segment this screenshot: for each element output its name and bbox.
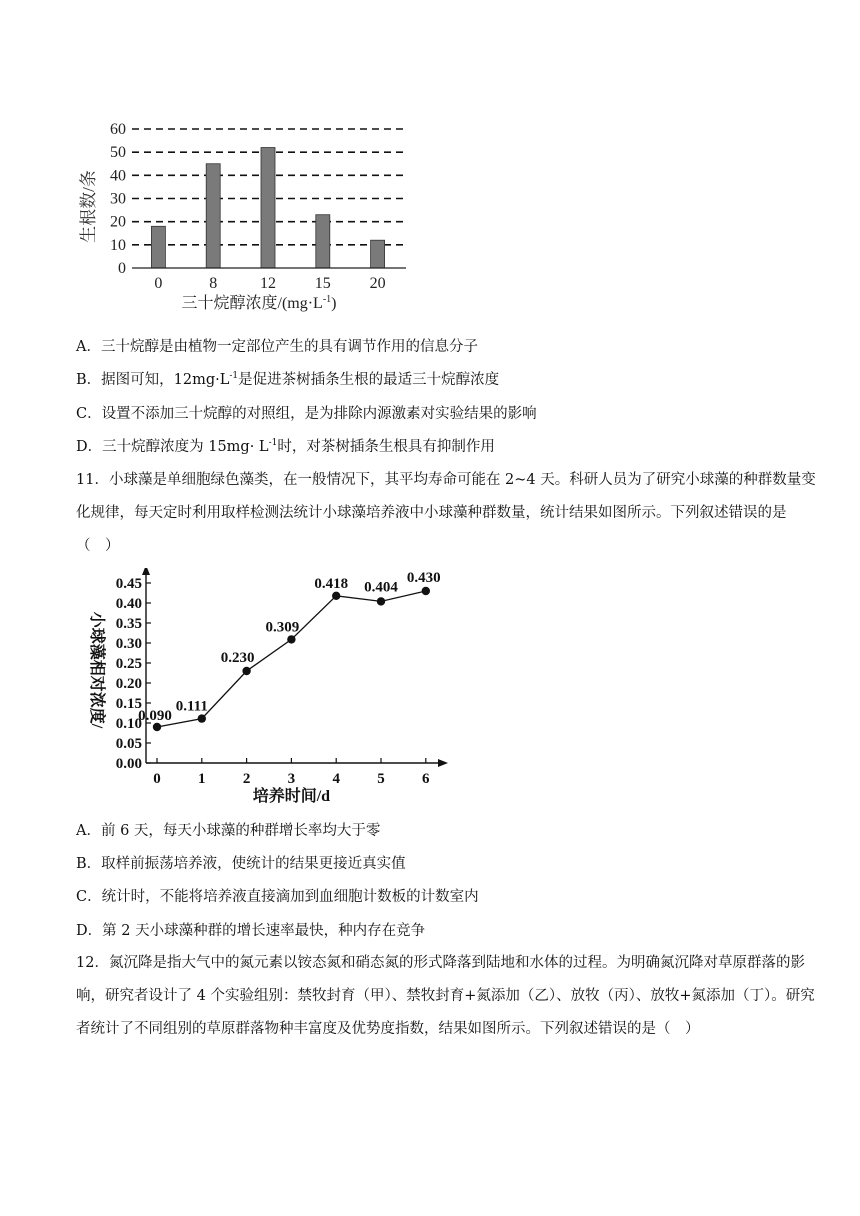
- x-tick-label: 0: [153, 771, 161, 787]
- y-tick-label: 60: [110, 121, 126, 138]
- data-label: 0.309: [265, 619, 300, 636]
- q10-option-a: A．三十烷醇是由植物一定部位产生的具有调节作用的信息分子: [76, 339, 478, 355]
- bar: [261, 148, 275, 268]
- x-tick-label: 8: [209, 275, 218, 292]
- y-tick-label: 50: [110, 144, 126, 162]
- x-tick-label: 4: [332, 771, 340, 787]
- y-tick-label: 0.25: [115, 656, 142, 672]
- y-tick-label: 0.30: [115, 636, 142, 652]
- bar: [371, 240, 385, 268]
- y-tick-label: 10: [110, 236, 126, 254]
- q10-option-d: D．三十烷醇浓度为 $15mg\cdot L^{-1}$时，对茶树插条生根具有抑制作用: [76, 438, 495, 455]
- x-tick-label: 12: [260, 275, 276, 292]
- data-point: [153, 723, 161, 731]
- q10-option-c: C．设置不添加三十烷醇的对照组，是为排除内源激素对实验结果的影响: [76, 406, 537, 422]
- data-label: 0.418: [314, 575, 349, 592]
- x-axis-label: 三十烷醇浓度$/(mg\cdot L^{-1})$: [181, 294, 337, 312]
- x-axis-label: 培养时间/d: [252, 788, 331, 805]
- q11-option-b: B．取样前振荡培养液，使统计的结果更接近真实值: [76, 856, 406, 872]
- x-tick-label: 1: [198, 771, 206, 787]
- data-point: [242, 667, 250, 675]
- data-point: [287, 635, 295, 643]
- x-tick-label: 2: [242, 771, 251, 787]
- rooting-bar-chart-svg: [70, 112, 430, 312]
- q11-stem: 11．小球藻是单细胞绿色藻类，在一般情况下，其平均寿命可能在 2~4 天。科研人员为了研究小球藻的种群数量变化规律，每天定时利用取样检测法统计小球藻培养液中小球藻种群数量，统计结果如图所示。下列叙述错误的是（ ）: [76, 472, 816, 554]
- q10-option-b: B．据图可知，$12mg\cdot L^{-1}$是促进茶树插条生根的最适三十烷醇浓度: [76, 371, 500, 388]
- y-tick-label: 40: [110, 167, 126, 185]
- data-label: 0.430: [406, 570, 441, 586]
- bar: [151, 226, 165, 268]
- bar: [206, 164, 220, 268]
- algae-line-chart-svg: [70, 568, 460, 818]
- q11-option-c: C．统计时，不能将培养液直接滴加到血细胞计数板的计数室内: [76, 889, 479, 905]
- data-point: [332, 592, 340, 600]
- x-tick-label: 20: [369, 275, 386, 292]
- data-label: 0.230: [220, 650, 255, 666]
- y-tick-label: 20: [110, 213, 126, 231]
- data-label: 0.090: [138, 708, 172, 724]
- data-label: 0.111: [175, 698, 208, 715]
- x-tick-label: 0: [154, 275, 163, 292]
- rooting-bar-chart: [70, 112, 430, 312]
- y-tick-label: 0.35: [115, 616, 142, 632]
- y-tick-label: 0.15: [115, 696, 142, 712]
- y-tick-label: 30: [110, 190, 126, 208]
- y-tick-label: 0.20: [115, 676, 142, 692]
- q12-stem: 12．氮沉降是指大气中的氮元素以铵态氮和硝态氮的形式降落到陆地和水体的过程。为明确氮沉降对草原群落的影响，研究者设计了 4 个实验组别：禁牧封育（甲）、禁牧封育+氮添加（乙）、放牧（丙）、放牧+氮添加（丁）。研究者统计了不同组别的草原群落物种丰富度及优势度指数，结果如图所示。下列叙述错误的是（ ）: [76, 955, 815, 1037]
- y-tick-label: 0: [118, 260, 126, 277]
- x-tick-label: 3: [287, 771, 296, 787]
- q11-option-a: A．前 6 天，每天小球藻的种群增长率均大于零: [76, 823, 381, 839]
- x-tick-label: 6: [422, 771, 430, 787]
- bar: [316, 215, 330, 268]
- x-tick-label: 5: [377, 771, 385, 787]
- y-tick-label: 0.40: [115, 596, 142, 612]
- data-point: [377, 597, 385, 605]
- algae-line-chart: [70, 568, 460, 818]
- q11-option-d: D．第 2 天小球藻种群的增长速率最快，种内存在竞争: [76, 923, 426, 939]
- y-axis-arrow: [142, 568, 150, 575]
- data-point: [198, 714, 206, 722]
- y-axis-label: 小球藻相对浓度/: [88, 611, 105, 729]
- y-tick-label: 0.45: [115, 576, 142, 592]
- y-tick-label: 0.00: [115, 756, 142, 772]
- data-label: 0.404: [364, 579, 398, 596]
- data-point: [422, 587, 430, 595]
- x-axis-arrow: [438, 759, 448, 767]
- y-axis-label: 生根数/条: [79, 170, 98, 243]
- x-tick-label: 15: [314, 275, 331, 292]
- y-tick-label: 0.05: [115, 736, 142, 752]
- y-tick-label: 0.10: [115, 716, 142, 732]
